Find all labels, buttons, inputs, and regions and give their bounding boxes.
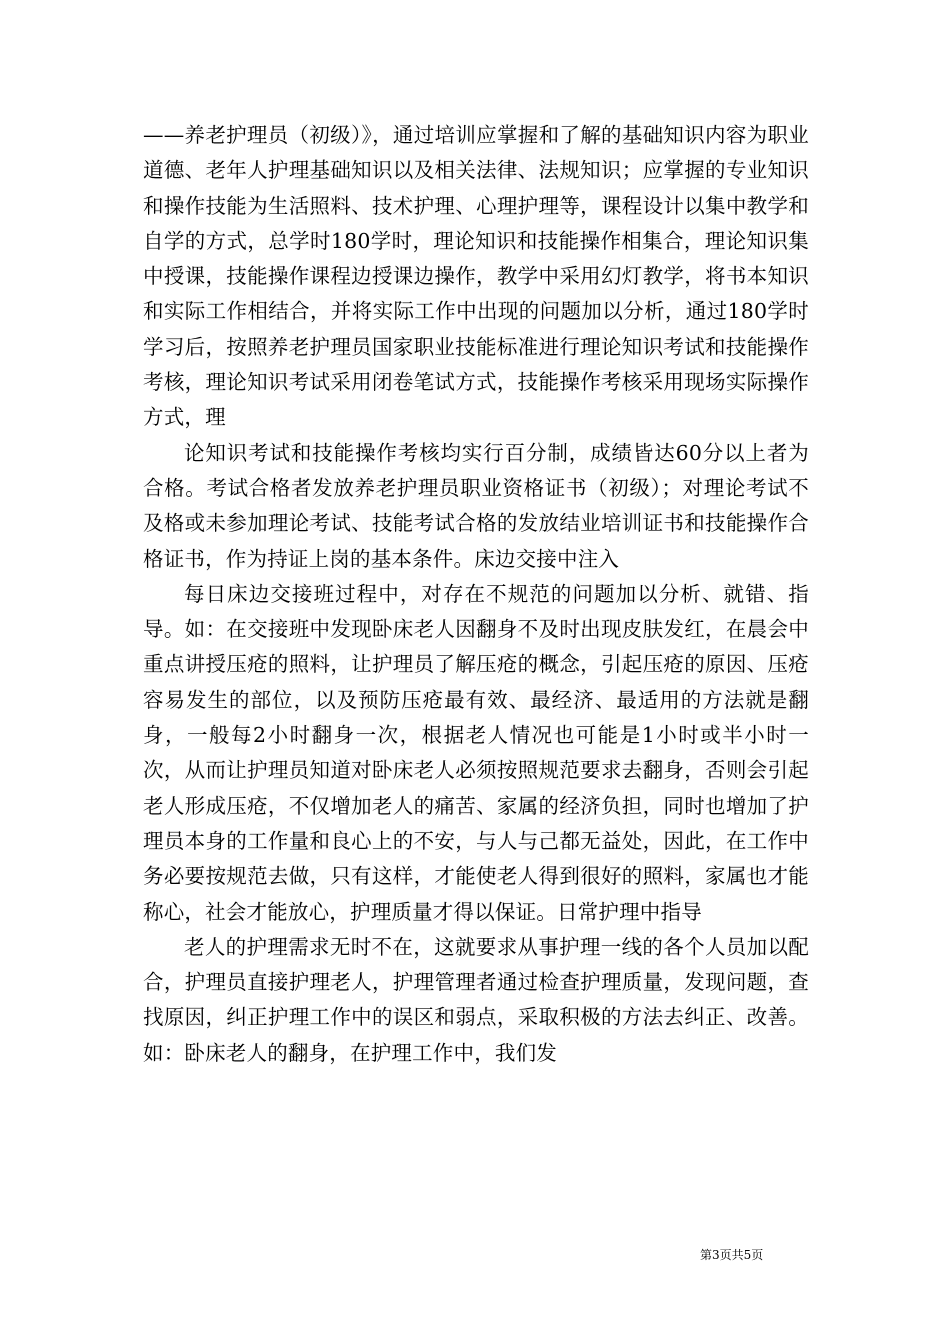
- paragraph-4: 老人的护理需求无时不在，这就要求从事护理一线的各个人员加以配合，护理员直接护理老人，护理管理者通过检查护理质量，发现问题，查找原因，纠正护理工作中的误区和弱点，采取积极的方法去纠正、改善。如：卧床老人的翻身，在护理工作中，我们发: [143, 934, 809, 1065]
- document-body: [143, 118, 809, 1071]
- paragraph-3: 每日床边交接班过程中，对存在不规范的问题加以分析、就错、指导。如：在交接班中发现卧床老人因翻身不及时出现皮肤发红，在晨会中重点讲授压疮的照料，让护理员了解压疮的概念，引起压疮的原因、压疮容易发生的部位，以及预防压疮最有效、最经济、最适用的方法就是翻身，一般每2小时翻身一次，根据老人情况也可能是1小时或半小时一次，从而让护理员知道对卧床老人必须按照规范要求去翻身，否则会引起老人形成压疮，不仅增加老人的痛苦、家属的经济负担，同时也增加了护理员本身的工作量和良心上的不安，与人与己都无益处，因此，在工作中务必要按规范去做，只有这样，才能使老人得到很好的照料，家属也才能称心，社会才能放心，护理质量才得以保证。日常护理中指导: [143, 581, 809, 924]
- paragraph-2: 论知识考试和技能操作考核均实行百分制，成绩皆达60分以上者为合格。考试合格者发放养老护理员职业资格证书（初级）；对理论考试不及格或未参加理论考试、技能考试合格的发放结业培训证书和技能操作合格证书，作为持证上岗的基本条件。床边交接中注入: [143, 440, 809, 571]
- page-number-footer: 第3页共5页: [700, 1248, 764, 1262]
- paragraph-1: ——养老护理员（初级）》，通过培训应掌握和了解的基础知识内容为职业道德、老年人护理基础知识以及相关法律、法规知识；应掌握的专业知识和操作技能为生活照料、技术护理、心理护理等，课程设计以集中教学和自学的方式，总学时180学时，理论知识和技能操作相集合，理论知识集中授课，技能操作课程边授课边操作，教学中采用幻灯教学，将书本知识和实际工作相结合，并将实际工作中出现的问题加以分析，通过180学时学习后，按照养老护理员国家职业技能标准进行理论知识考试和技能操作考核，理论知识考试采用闭卷笔试方式，技能操作考核采用现场实际操作方式，理: [143, 123, 809, 430]
